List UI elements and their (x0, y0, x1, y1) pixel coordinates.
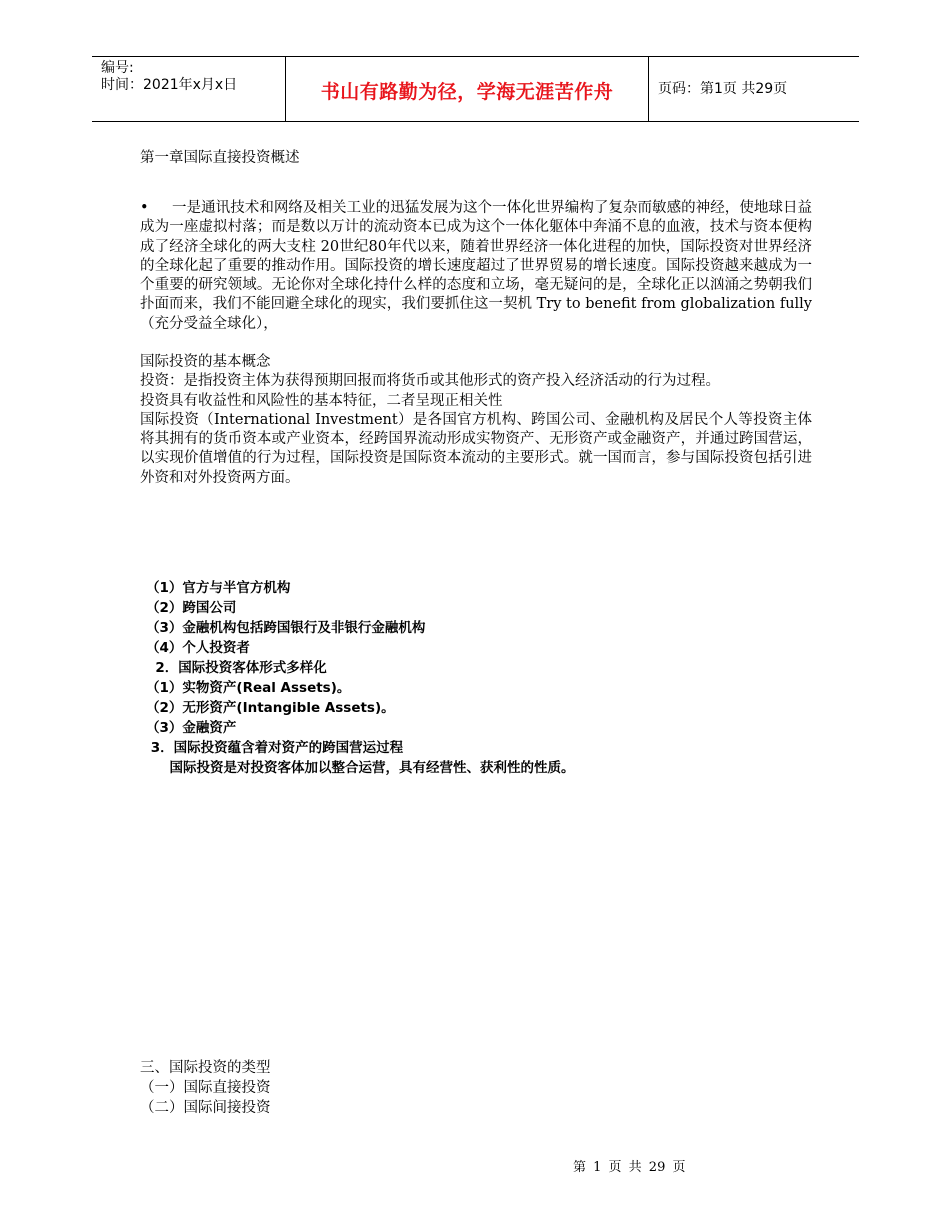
header-motto-cell (286, 57, 649, 121)
list-item: 2．国际投资客体形式多样化 (146, 660, 327, 676)
list-item: （2）无形资产(Intangible Assets)。 (146, 700, 395, 716)
investment-definition: 投资：是指投资主体为获得预期回报而将货币或其他形式的资产投入经济活动的行为过程。 (140, 373, 720, 390)
list-item: 国际投资是对投资客体加以整合运营，具有经营性、获利性的性质。 (146, 760, 575, 776)
document-time-label: 时间：2021年x月x日 (101, 77, 238, 93)
list-item: （2）跨国公司 (146, 600, 237, 616)
list-item: （4）个人投资者 (146, 640, 250, 656)
header-meta (92, 57, 286, 121)
investment-types-section (140, 1058, 812, 1118)
section-heading: 国际投资的基本概念 (140, 354, 271, 370)
investment-subject-list (146, 578, 786, 778)
intro-paragraph (140, 199, 812, 334)
list-item: 3．国际投资蕴含着对资产的跨国营运过程 (146, 740, 404, 756)
document-number-label: 编号: (101, 60, 134, 76)
international-investment-definition: 国际投资（International Investment）是各国官方机构、跨国公司、金融机构及居民个人等投资主体将其拥有的货币资本或产业资本，经跨国界流动形成实物资产、无形资产或金融资产，并通过跨国营运，以实现价值增值的行为过程，国际投资是国际资本流动的主要形式。就一国而言，参与国际投资包括引进外资和对外投资两方面。 (140, 411, 812, 486)
bullet-marker: • (140, 200, 149, 216)
section-heading: 三、国际投资的类型 (140, 1060, 271, 1076)
page-footer: 第 1 页 共 29 页 (573, 1160, 686, 1175)
investment-features: 投资具有收益性和风险性的基本特征，二者呈现正相关性 (140, 392, 503, 409)
list-item: （3）金融机构包括跨国银行及非银行金融机构 (146, 620, 426, 636)
list-item: （一）国际直接投资 (140, 1080, 271, 1096)
list-item: （1）官方与半官方机构 (146, 580, 291, 596)
list-item: （二）国际间接投资 (140, 1100, 271, 1116)
header-motto: 书山有路勤为径，学海无涯苦作舟 (320, 81, 614, 103)
list-item: （1）实物资产(Real Assets)。 (146, 680, 351, 696)
header-page-number: 页码：第1页 共29页 (658, 81, 788, 97)
chapter-title: 第一章国际直接投资概述 (140, 150, 300, 166)
basic-concepts-section (140, 353, 812, 488)
page-header (92, 56, 859, 122)
list-item: （3）金融资产 (146, 720, 237, 736)
intro-text: 一是通讯技术和网络及相关工业的迅猛发展为这个一体化世界编构了复杂而敏感的神经，使地球日益成为一座虚拟村落；而是数以万计的流动资本已成为这个一体化躯体中奔涌不息的血液，技术与资本便构成了经济全球化的两大支柱 20世纪80年代以来，随着世界经济一体化进程的加快，国际投资对世界经济的全球化起了重要的推动作用。国际投资的增长速度超过了世界贸易的增长速度。国际投资越来越成为一个重要的研究领域。无论你对全球化持什么样的态度和立场，毫无疑问的是，全球化正以汹涌之势朝我们扑面而来，我们不能回避全球化的现实，我们要抓住这一契机 Try to benefit from globalization fully（充分受益全球化）， (140, 200, 812, 332)
